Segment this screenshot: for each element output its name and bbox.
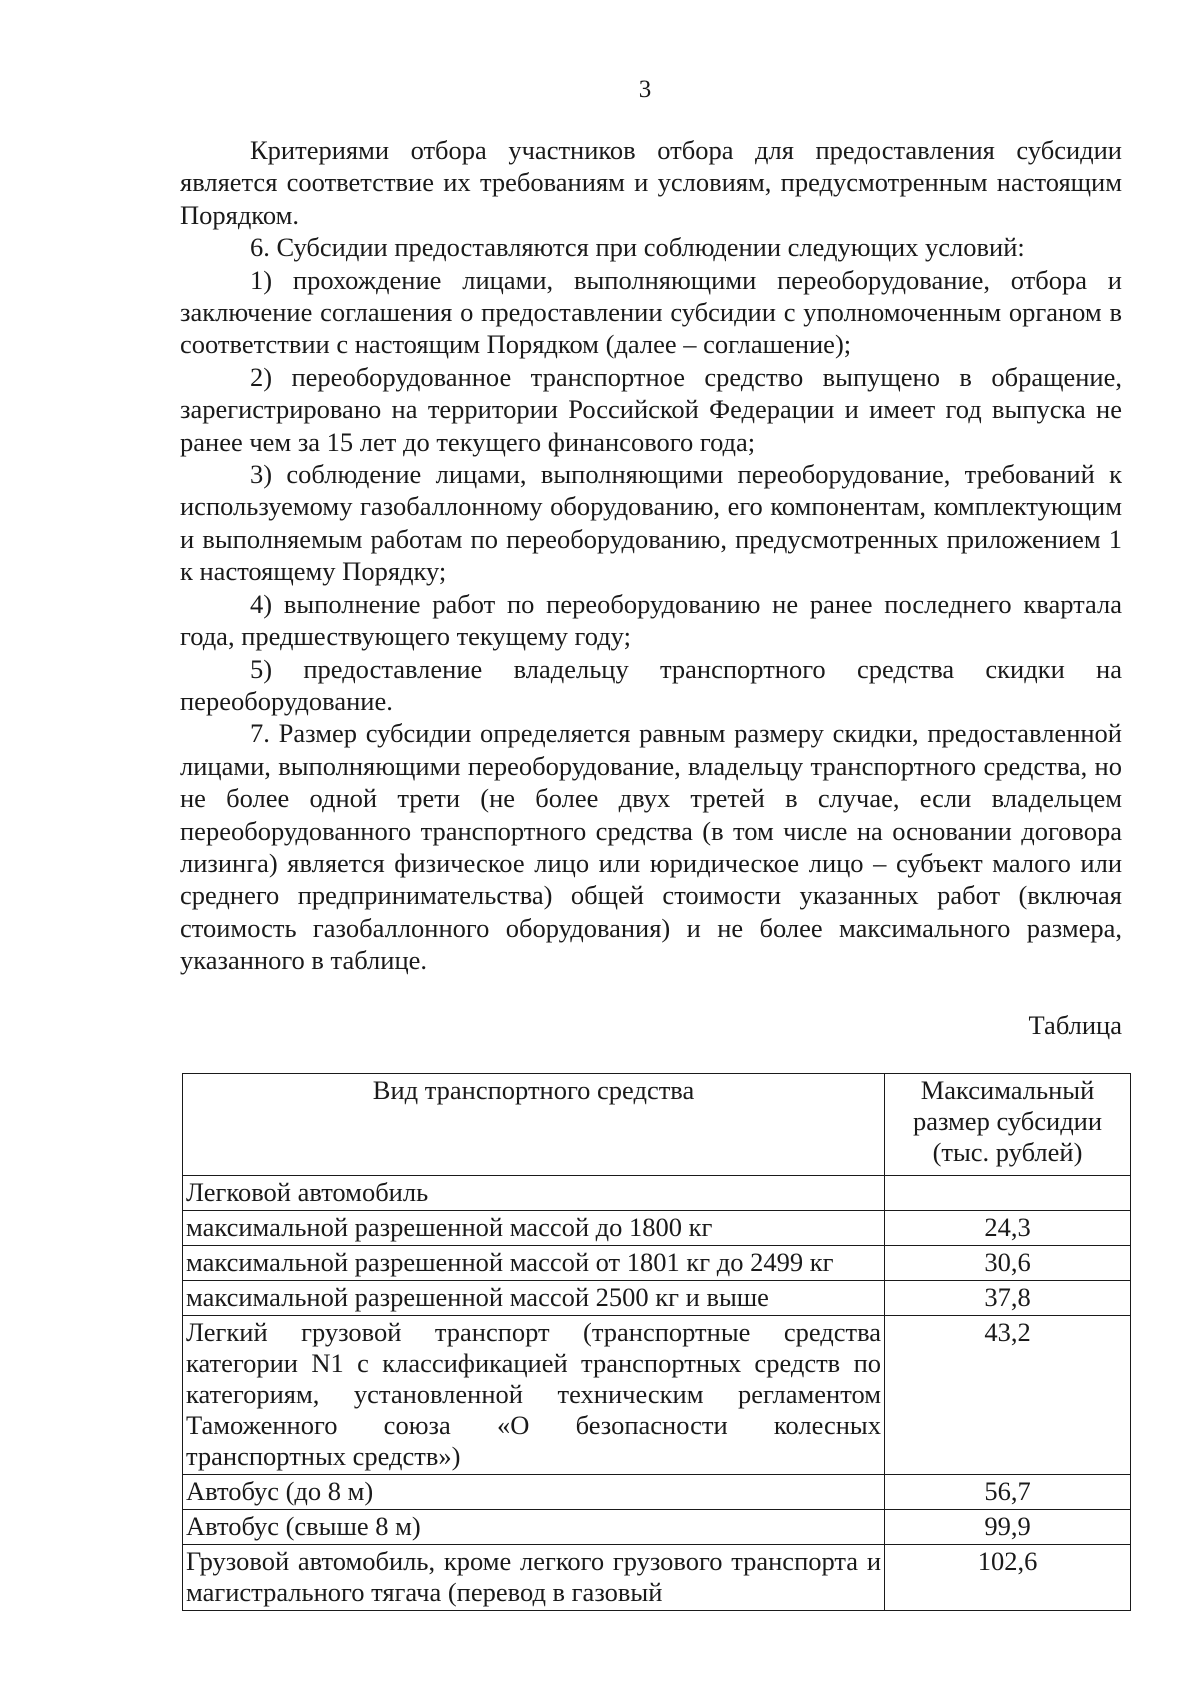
paragraph-item-7: 7. Размер субсидии определяется равным размеру скидки, предоставленной лицами, выполняющими переоборудование, владельцу транспортного средства, но не более одной трети (не более двух третей в случае, если владельцем переоборудованного транспортного средства (в том числе на основании договора лизинга) является физическое лицо или юридическое лицо – субъект малого или среднего предпринимательства) общей стоимости указанных работ (включая стоимость газобаллонного оборудования) и не более максимального размера, указанного в таблице. (180, 718, 1122, 976)
paragraph-item-6: 6. Субсидии предоставляются при соблюдении следующих условий: (250, 232, 1025, 263)
vehicle-type-cell: Грузовой автомобиль, кроме легкого грузового транспорта и магистрального тягача (перевод в газовый (183, 1545, 885, 1611)
vehicle-type-cell: Легковой автомобиль (183, 1176, 885, 1211)
subsidy-value-cell: 37,8 (885, 1281, 1131, 1316)
page-number: 3 (638, 76, 652, 103)
paragraph-condition-5: 5) предоставление владельцу транспортного средства скидки на переоборудование. (180, 653, 1122, 716)
vehicle-type-cell: Автобус (до 8 м) (183, 1475, 885, 1510)
subsidy-value-cell: 99,9 (885, 1510, 1131, 1545)
table-row (183, 1246, 1131, 1281)
vehicle-type-cell: Легкий грузовой транспорт (транспортные средства категории N1 с классификацией транспортных средств по категориям, установленной техническим регламентом Таможенного союза «О безопасности колесных транспортных средств») (183, 1316, 885, 1475)
table-row (183, 1316, 1131, 1475)
subsidy-value-cell: 43,2 (885, 1316, 1131, 1475)
subsidy-value-cell: 102,6 (885, 1545, 1131, 1611)
vehicle-type-cell: максимальной разрешенной массой от 1801 кг до 2499 кг (183, 1246, 885, 1281)
vehicle-type-cell: максимальной разрешенной массой 2500 кг и выше (183, 1281, 885, 1316)
header-max-subsidy: Максимальный размер субсидии (тыс. рублей) (885, 1074, 1131, 1176)
paragraph-criteria: Критериями отбора участников отбора для предоставления субсидии является соответствие их требованиям и условиям, предусмотренным настоящим Порядком. (180, 135, 1122, 230)
paragraph-condition-1: 1) прохождение лицами, выполняющими переоборудование, отбора и заключение соглашения о предоставлении субсидии с уполномоченным органом в соответствии с настоящим Порядком (далее – соглашение); (180, 264, 1122, 360)
table-row (183, 1281, 1131, 1316)
subsidy-value-cell: 30,6 (885, 1246, 1131, 1281)
vehicle-type-cell: Автобус (свыше 8 м) (183, 1510, 885, 1545)
paragraph-condition-2: 2) переоборудованное транспортное средство выпущено в обращение, зарегистрировано на территории Российской Федерации и имеет год выпуска не ранее чем за 15 лет до текущего финансового года; (180, 361, 1122, 457)
table-row (183, 1211, 1131, 1246)
subsidy-value-cell (885, 1176, 1131, 1211)
paragraph-condition-4: 4) выполнение работ по переоборудованию не ранее последнего квартала года, предшествующего текущему году; (180, 588, 1122, 652)
table-row (183, 1176, 1131, 1211)
paragraph-condition-3: 3) соблюдение лицами, выполняющими переоборудование, требований к используемому газобаллонному оборудованию, его компонентам, комплектующим и выполняемым работам по переоборудованию, предусмотренных приложением 1 к настоящему Порядку; (180, 459, 1122, 587)
table-row (183, 1545, 1131, 1611)
subsidy-table (182, 1073, 1131, 1611)
subsidy-value-cell: 24,3 (885, 1211, 1131, 1246)
vehicle-type-cell: максимальной разрешенной массой до 1800 кг (183, 1211, 885, 1246)
table-row (183, 1510, 1131, 1545)
table-caption: Таблица (1028, 1010, 1122, 1040)
header-vehicle-type: Вид транспортного средства (183, 1074, 885, 1176)
document-body (180, 134, 1122, 977)
subsidy-value-cell: 56,7 (885, 1475, 1131, 1510)
table-row (183, 1475, 1131, 1510)
table-header-row (183, 1074, 1131, 1176)
